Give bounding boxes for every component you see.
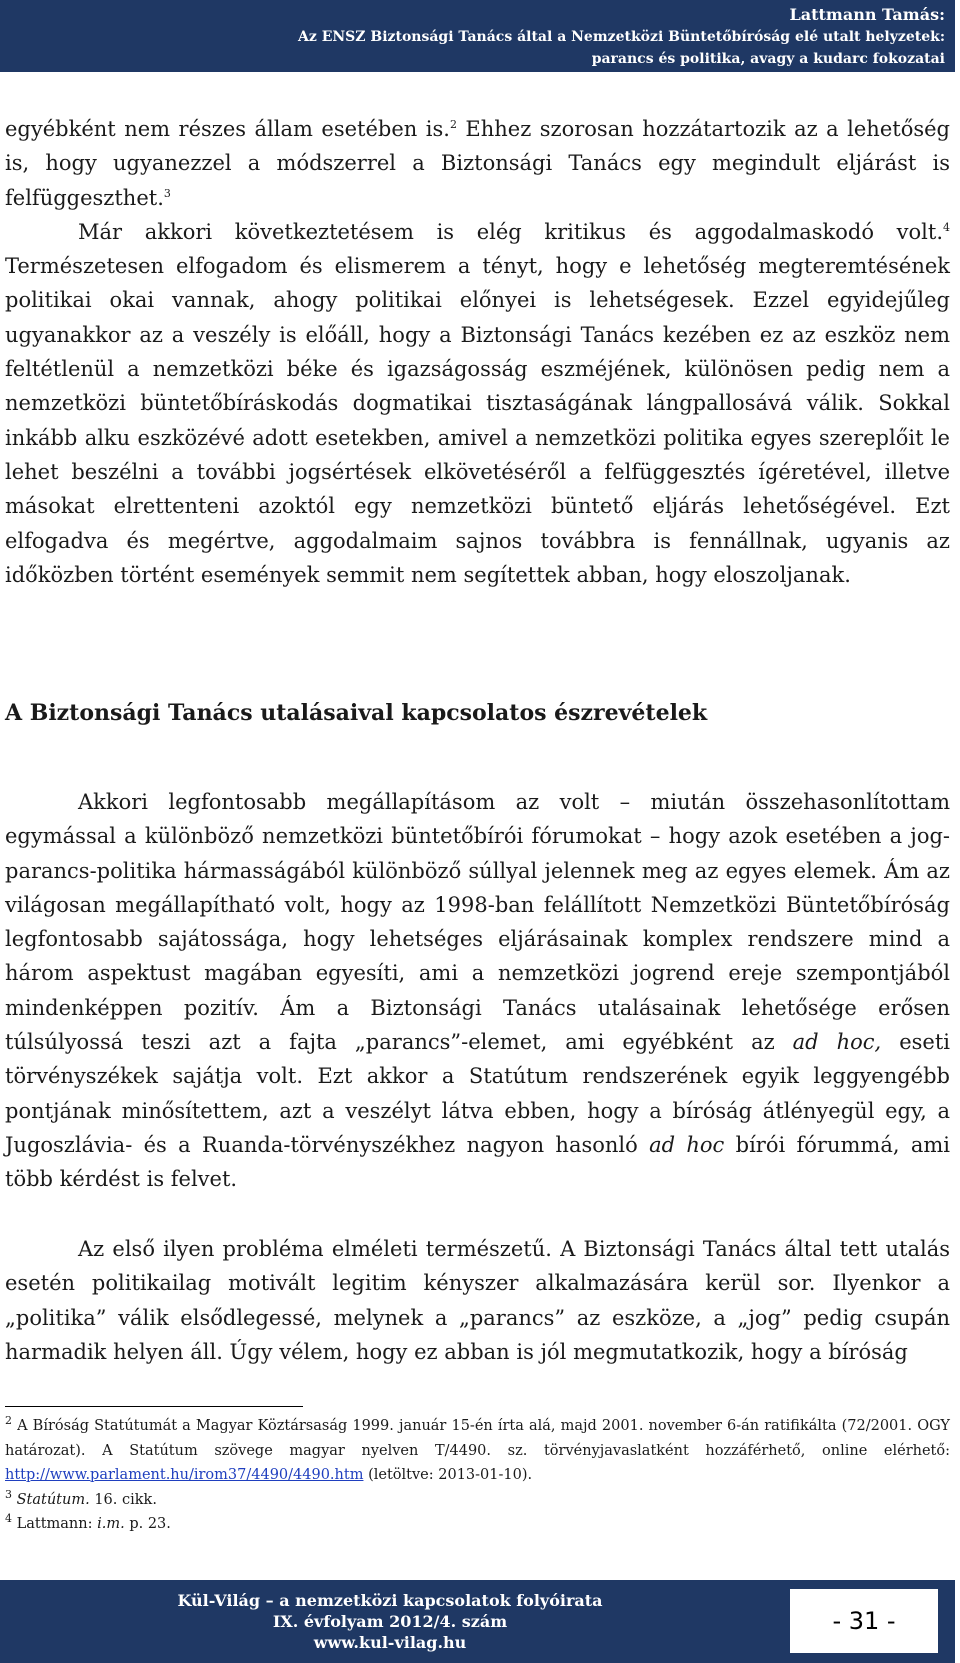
header-author: Lattmann Tamás: (789, 5, 945, 24)
page-number: - 31 - (790, 1589, 938, 1653)
page-footer (0, 1580, 955, 1663)
footnote-3 (5, 1488, 950, 1513)
footer-journal-title: Kül-Világ – a nemzetközi kapcsolatok folyóirata (177, 1591, 603, 1610)
text-span: Ehhez szorosan hozzátartozik az a lehetőség is, hogy ugyanezzel a módszerrel a Biztonsági Tanács egy megindult eljárást is felfüggeszthet. (5, 117, 950, 210)
paragraph-3 (5, 785, 950, 1197)
footnote-2 (5, 1414, 950, 1488)
italic-term: Statútum. (16, 1491, 90, 1508)
text-span: p. 23. (124, 1516, 171, 1532)
italic-term: ad hoc, (792, 1030, 882, 1055)
section-observations (5, 785, 950, 1197)
footer-issue: IX. évfolyam 2012/4. szám (272, 1612, 508, 1631)
footnote-ref-4[interactable]: 4 (943, 220, 950, 234)
italic-term: ad hoc (649, 1132, 725, 1157)
text-span: egyébként nem részes állam esetében is. (5, 117, 450, 141)
italic-term: i.m. (97, 1516, 125, 1532)
footnote-ref-2[interactable]: 2 (449, 118, 457, 131)
text-span: Már akkori következtetésem is elég kritikus és aggodalmaskodó volt. (78, 219, 943, 244)
parlament-link[interactable]: http://www.parlament.hu/irom37/4490/4490.htm (5, 1467, 364, 1483)
section-heading: A Biztonsági Tanács utalásaival kapcsolatos észrevételek (5, 700, 708, 726)
text-span: Akkori legfontosabb megállapításom az volt – miután összehasonlítottam egymással a különböző nemzetközi büntetőbírói fórumokat – hogy azok esetében a jog-parancs-politika hármasságából különböző súllyal jelennek meg az egyes elemek. Ám az világosan megállapítható volt, hogy az 1998-ban felállított Nemzetközi Büntetőbíróság legfontosabb sajátossága, hogy lehetséges eljárásainak komplex rendszere mind a három aspektust magában egyesíti, ami a nemzetközi jogrend ereje szempontjából mindenképpen pozitív. Ám a Biztonsági Tanács utalásainak lehetősége erősen túlsúlyossá teszi azt a fajta „parancs”-elemet, ami egyébként az (5, 790, 950, 1055)
footer-journal-info (0, 1590, 780, 1653)
page-header (0, 0, 955, 72)
text-span: (letöltve: 2013-01-10). (363, 1467, 533, 1483)
footnote-number: 3 (5, 1487, 12, 1501)
footnotes (5, 1414, 950, 1537)
footer-website: www.kul-vilag.hu (313, 1633, 467, 1652)
header-title-line1: Az ENSZ Biztonsági Tanács által a Nemzetközi Büntetőbíróság elé utalt helyzetek: (298, 29, 945, 45)
paragraph-4: Az első ilyen probléma elméleti természetű. A Biztonsági Tanács által tett utalás esetén politikailag motivált legitim kényszer alkalmazására kerül sor. Ilyenkor a „politika” válik elsődlegessé, melynek a „parancs” az eszköze, a „jog” pedig csupán harmadik helyen áll. Úgy vélem, hogy ez abban is jól megmutatkozik, hogy a bíróság (5, 1237, 950, 1364)
text-span: A Bíróság Statútumát a Magyar Köztársaság 1999. január 15-én írta alá, majd 2001. november 6-án ratifikálta (72/2001. OGY határozat). A Statútum szövege magyar nyelven T/4490. sz. törvényjavaslatként hozzáférhető, online elérhető: (5, 1418, 950, 1459)
footnote-number: 2 (5, 1414, 12, 1428)
text-span: 16. cikk. (89, 1491, 157, 1508)
footnote-number: 4 (5, 1512, 12, 1526)
paragraph-2 (5, 215, 950, 592)
text-span: eseti törvényszékek sajátja volt. Ezt akkor a Statútum rendszerének egyik leggyengébb pontjának minősítettem, azt a veszélyt látva ebben, hogy a bíróság átlényegül egy, a Jugoszlávia- és a Ruanda-törvényszékhez nagyon hasonló (5, 1030, 950, 1157)
section-problem (5, 1232, 950, 1369)
section-intro (5, 112, 950, 592)
paragraph-1 (5, 112, 950, 215)
footnote-ref-3[interactable]: 3 (163, 186, 171, 200)
header-title-line2: parancs és politika, avagy a kudarc fokozatai (591, 51, 945, 67)
text-span: Lattmann: (12, 1516, 98, 1532)
text-span: Természetesen elfogadom és elismerem a tényt, hogy e lehetőség megteremtésének politikai okai vannak, ahogy politikai előnyei is lehetségesek. Ezzel egyidejűleg ugyanakkor az a veszély is előáll, hogy a Biztonsági Tanács kezében ez az eszköz nem feltétlenül a nemzetközi béke és igazságosság eszméjének, különösen pedig nem a nemzetközi büntetőbíráskodás dogmatikai tisztaságának lángpallosává válik. Sokkal inkább alku eszközévé adott esetekben, amivel a nemzetközi politika egyes szereplőit le lehet beszélni a további jogsértések elkövetéséről a felfüggesztés ígéretével, illetve másokat elrettenteni azoktól egy nemzetközi büntető eljárás lehetőségével. Ezt elfogadva és megértve, aggodalmaim sajnos továbbra is fennállnak, ugyanis az időközben történt események semmit nem segítettek abban, hogy eloszoljanak. (5, 254, 950, 587)
text-span: bírói fórummá, ami több kérdést is felvet. (5, 1132, 950, 1192)
footnote-4 (5, 1512, 950, 1537)
footnote-divider (5, 1406, 303, 1407)
